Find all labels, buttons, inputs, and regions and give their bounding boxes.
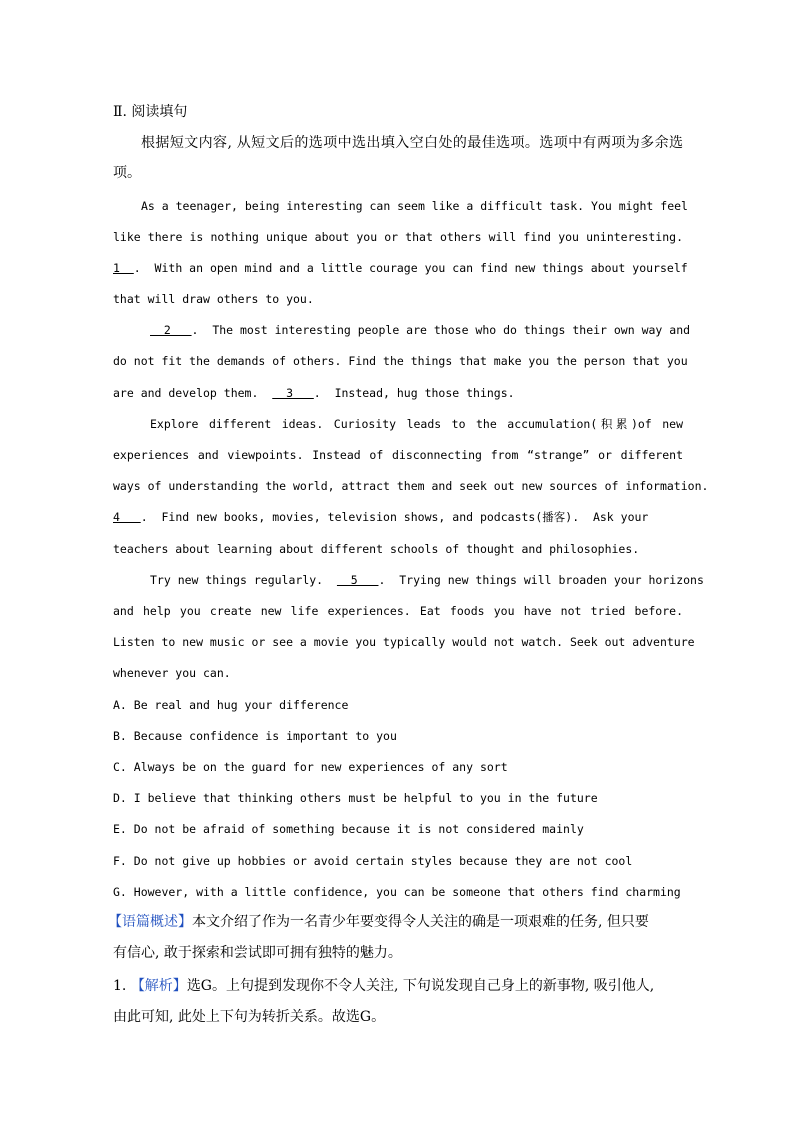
passage-line: and help you create new life experiences. Eat foods you have not tried before. xyxy=(113,604,683,618)
instruction-line-2: 项。 xyxy=(113,165,141,181)
passage-text: . Find new books, movies, television shows, and podcasts(播客). Ask your xyxy=(140,510,649,524)
blank-1: 1 xyxy=(113,261,134,275)
passage-line: teachers about learning about different schools of thought and philosophies. xyxy=(113,542,640,556)
passage-line xyxy=(150,320,691,340)
passage-text: . The most interesting people are those who do things their own way and xyxy=(191,323,691,337)
passage-text: are and develop them. xyxy=(113,386,273,400)
instruction-line-1: 根据短文内容, 从短文后的选项中选出填入空白处的最佳选项。选项中有两项为多余选 xyxy=(141,135,683,151)
option-e: E. Do not be afraid of something because it is not considered mainly xyxy=(113,822,584,836)
summary-label: 【语篇概述】 xyxy=(108,914,192,930)
passage-line: like there is nothing unique about you or that others will find you uninteresting. xyxy=(113,230,683,244)
analysis-label: 【解析】 xyxy=(130,978,187,994)
analysis-text: 选G。上句提到发现你不令人关注, 下句说发现自己身上的新事物, 吸引他人, xyxy=(186,978,655,994)
blank-2: 2 xyxy=(150,323,192,337)
passage-line xyxy=(150,570,704,590)
option-a: A. Be real and hug your difference xyxy=(113,698,349,712)
passage-line: As a teenager, being interesting can seem like a difficult task. You might feel xyxy=(141,199,688,213)
passage-line xyxy=(113,507,683,527)
passage-line: Listen to new music or see a movie you typically would not watch. Seek out adventure xyxy=(113,635,695,649)
option-g: G. However, with a little confidence, you can be someone that others find charming xyxy=(113,885,681,899)
passage-text: . Instead, hug those things. xyxy=(313,386,515,400)
passage-line xyxy=(113,258,688,278)
summary-line-2: 有信心, 敢于探索和尝试即可拥有独特的魅力。 xyxy=(113,945,402,961)
passage-line: do not fit the demands of others. Find the things that make you the person that you xyxy=(113,354,688,368)
option-f: F. Do not give up hobbies or avoid certain styles because they are not cool xyxy=(113,854,633,868)
passage-line: experiences and viewpoints. Instead of disconnecting from “strange” or different xyxy=(113,448,683,462)
passage-text: . With an open mind and a little courage you can find new things about yourself xyxy=(133,261,688,275)
option-d: D. I believe that thinking others must be helpful to you in the future xyxy=(113,791,598,805)
summary-text: 本文介绍了作为一名青少年要变得令人关注的确是一项艰难的任务, 但只要 xyxy=(192,914,649,930)
passage-line: ways of understanding the world, attract them and seek out new sources of information. xyxy=(113,479,709,493)
analysis-1-line-2: 由此可知, 此处上下句为转折关系。故选G。 xyxy=(113,1009,386,1025)
blank-4: 4 xyxy=(113,510,141,524)
analysis-number: 1. xyxy=(113,978,131,994)
passage-text: Try new things regularly. xyxy=(150,573,337,587)
passage-text: . Trying new things will broaden your horizons xyxy=(378,573,704,587)
blank-5: 5 xyxy=(336,573,379,587)
option-b: B. Because confidence is important to you xyxy=(113,729,397,743)
passage-line: Explore different ideas. Curiosity leads to the accumulation(积累)of new xyxy=(150,417,683,431)
blank-3: 3 xyxy=(272,386,314,400)
passage-line: that will draw others to you. xyxy=(113,292,314,306)
analysis-1-line-1 xyxy=(113,976,688,996)
option-c: C. Always be on the guard for new experiences of any sort xyxy=(113,760,508,774)
passage-line xyxy=(113,383,683,403)
section-heading: Ⅱ. 阅读填句 xyxy=(113,104,188,120)
summary-line-1 xyxy=(108,912,683,932)
passage-line: whenever you can. xyxy=(113,666,231,680)
